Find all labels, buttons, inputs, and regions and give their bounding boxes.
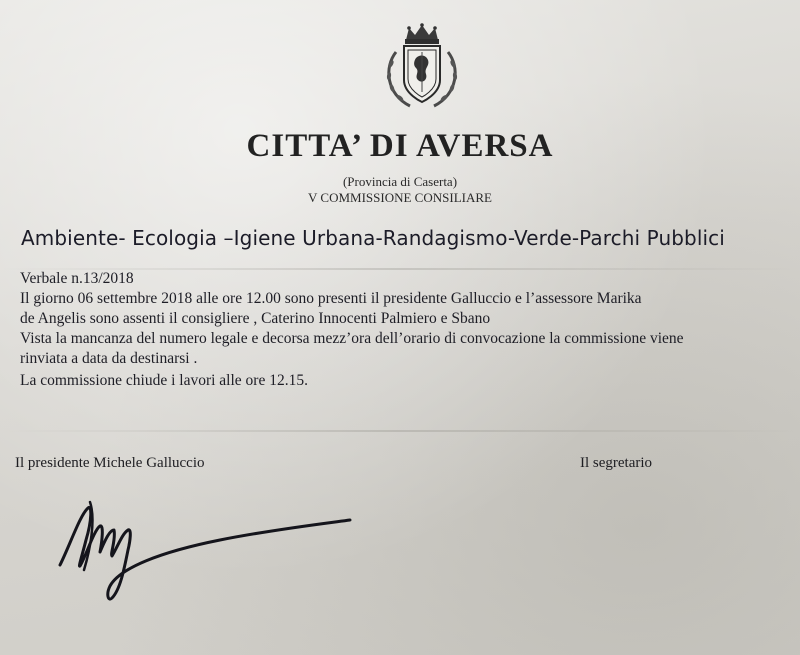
commission-subtitle: V COMMISSIONE CONSILIARE <box>308 190 492 205</box>
president-signature-label: Il presidente Michele Galluccio <box>15 455 205 471</box>
commission-subject: Ambiente- Ecologia –Igiene Urbana-Randagismo-Verde-Parchi Pubblici <box>21 226 725 250</box>
city-crest-emblem <box>376 22 468 114</box>
minutes-line: Vista la mancanza del numero legale e decorsa mezz’ora dell’orario di convocazione la commissione viene <box>20 330 684 347</box>
minutes-line: de Angelis sono assenti il consigliere , Caterino Innocenti Palmiero e Sbano <box>20 310 491 327</box>
handwritten-signature <box>50 490 380 610</box>
minutes-line: rinviata a data da destinarsi . <box>20 350 198 367</box>
city-title: CITTA’ DI AVERSA <box>246 128 554 164</box>
minutes-number: Verbale n.13/2018 <box>20 270 134 287</box>
paper-fold <box>0 430 800 432</box>
province-subtitle: (Provincia di Caserta) <box>342 174 458 189</box>
minutes-line: Il giorno 06 settembre 2018 alle ore 12.00 sono presenti il presidente Galluccio e l’assessore Marika <box>20 290 642 307</box>
secretary-signature-label: Il segretario <box>580 455 653 471</box>
minutes-line: La commissione chiude i lavori alle ore 12.15. <box>20 372 308 389</box>
